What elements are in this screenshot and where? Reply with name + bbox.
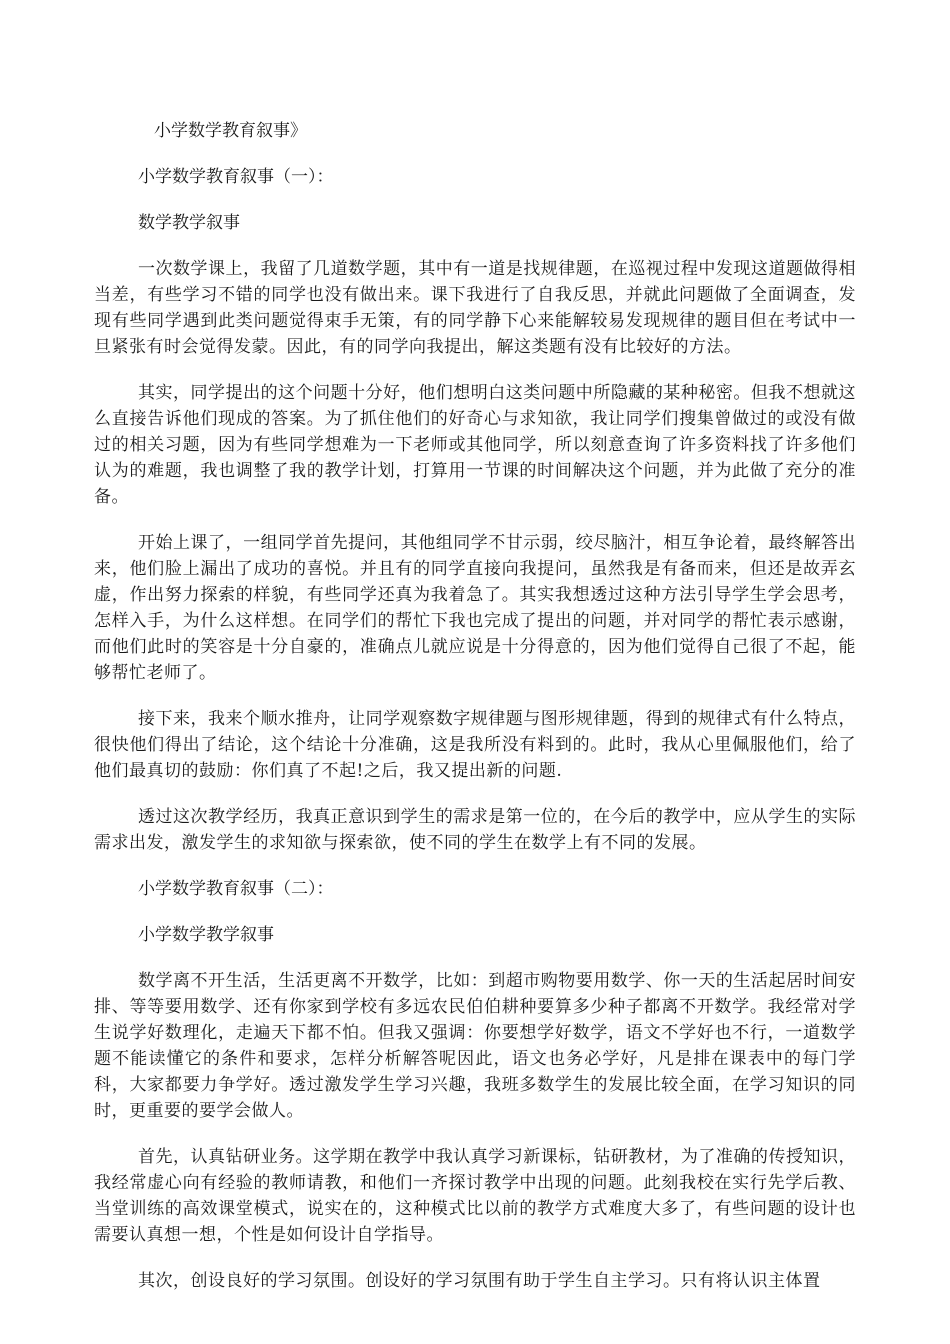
paragraph: 数学离不开生活，生活更离不开数学，比如：到超市购物要用数学、你一天的生活起居时间安排、等等要用数学、还有你家到学校有多远农民伯伯耕种要算多少种子都离不开数学。我经常对学生说学好数理化，走遍天下都不怕。但我又强调：你要想学好数学，语文不学好也不行，一道数学题不能读懂它的条件和要求，怎样分析解答呢因此，语文也务必学好，凡是排在课表中的每门学科，大家都要力争学好。透过激发学生学习兴趣，我班多数学生的发展比较全面，在学习知识的同时，更重要的要学会做人。 [94,971,856,1121]
paragraph: 接下来，我来个顺水推舟，让同学观察数字规律题与图形规律题，得到的规律式有什么特点，很快他们得出了结论，这个结论十分准确，这是我所没有料到的。此时，我从心里佩服他们，给了他们最真切的鼓励：你们真了不起!之后，我又提出新的问题. [94,709,856,781]
section-1-subheading: 数学教学叙事 [138,213,240,233]
document-title: 小学数学教育叙事》 [154,121,307,141]
section-2-subheading: 小学数学教学叙事 [138,925,274,945]
paragraph: 一次数学课上，我留了几道数学题，其中有一道是找规律题，在巡视过程中发现这道题做得相当差，有些学习不错的同学也没有做出来。课下我进行了自我反思，并就此问题做了全面调查，发现有些同学遇到此类问题觉得束手无策，有的同学静下心来能解较易发现规律的题目但在考试中一旦紧张有时会觉得发蒙。因此，有的同学向我提出，解这类题有没有比较好的方法。 [94,259,856,357]
paragraph: 其实，同学提出的这个问题十分好，他们想明白这类问题中所隐藏的某种秘密。但我不想就这么直接告诉他们现成的答案。为了抓住他们的好奇心与求知欲，我让同学们搜集曾做过的或没有做过的相关习题，因为有些同学想难为一下老师或其他同学，所以刻意查询了许多资料找了许多他们认为的难题，我也调整了我的教学计划，打算用一节课的时间解决这个问题，并为此做了充分的准备。 [94,383,856,507]
section-1-heading: 小学数学教育叙事（一）： [138,167,334,187]
paragraph: 其次，创设良好的学习氛围。创设好的学习氛围有助于学生自主学习。只有将认识主体置 [138,1271,821,1291]
document-page [94,118,856,1314]
paragraph: 透过这次教学经历，我真正意识到学生的需求是第一位的，在今后的教学中，应从学生的实际需求出发，激发学生的求知欲与探索欲，使不同的学生在数学上有不同的发展。 [94,807,856,853]
paragraph: 开始上课了，一组同学首先提问，其他组同学不甘示弱，绞尽脑汁，相互争论着，最终解答出来，他们脸上漏出了成功的喜悦。并且有的同学直接向我提问，虽然我是有备而来，但还是故弄玄虚，作出努力探索的样貌，有些同学还真为我着急了。其实我想透过这种方法引导学生学会思考，怎样入手，为什么这样想。在同学们的帮忙下我也完成了提出的问题，并对同学的帮忙表示感谢，而他们此时的笑容是十分自豪的，准确点儿就应说是十分得意的，因为他们觉得自己很了不起，能够帮忙老师了。 [94,533,856,683]
section-2-heading: 小学数学教育叙事（二）： [138,879,334,899]
paragraph: 首先，认真钻研业务。这学期在教学中我认真学习新课标，钻研教材，为了准确的传授知识，我经常虚心向有经验的教师请教，和他们一齐探讨教学中出现的问题。此刻我校在实行先学后教、当堂训练的高效课堂模式，说实在的，这种模式比以前的教学方式难度大多了，有些问题的设计也需要认真想一想，个性是如何设计自学指导。 [94,1147,856,1245]
